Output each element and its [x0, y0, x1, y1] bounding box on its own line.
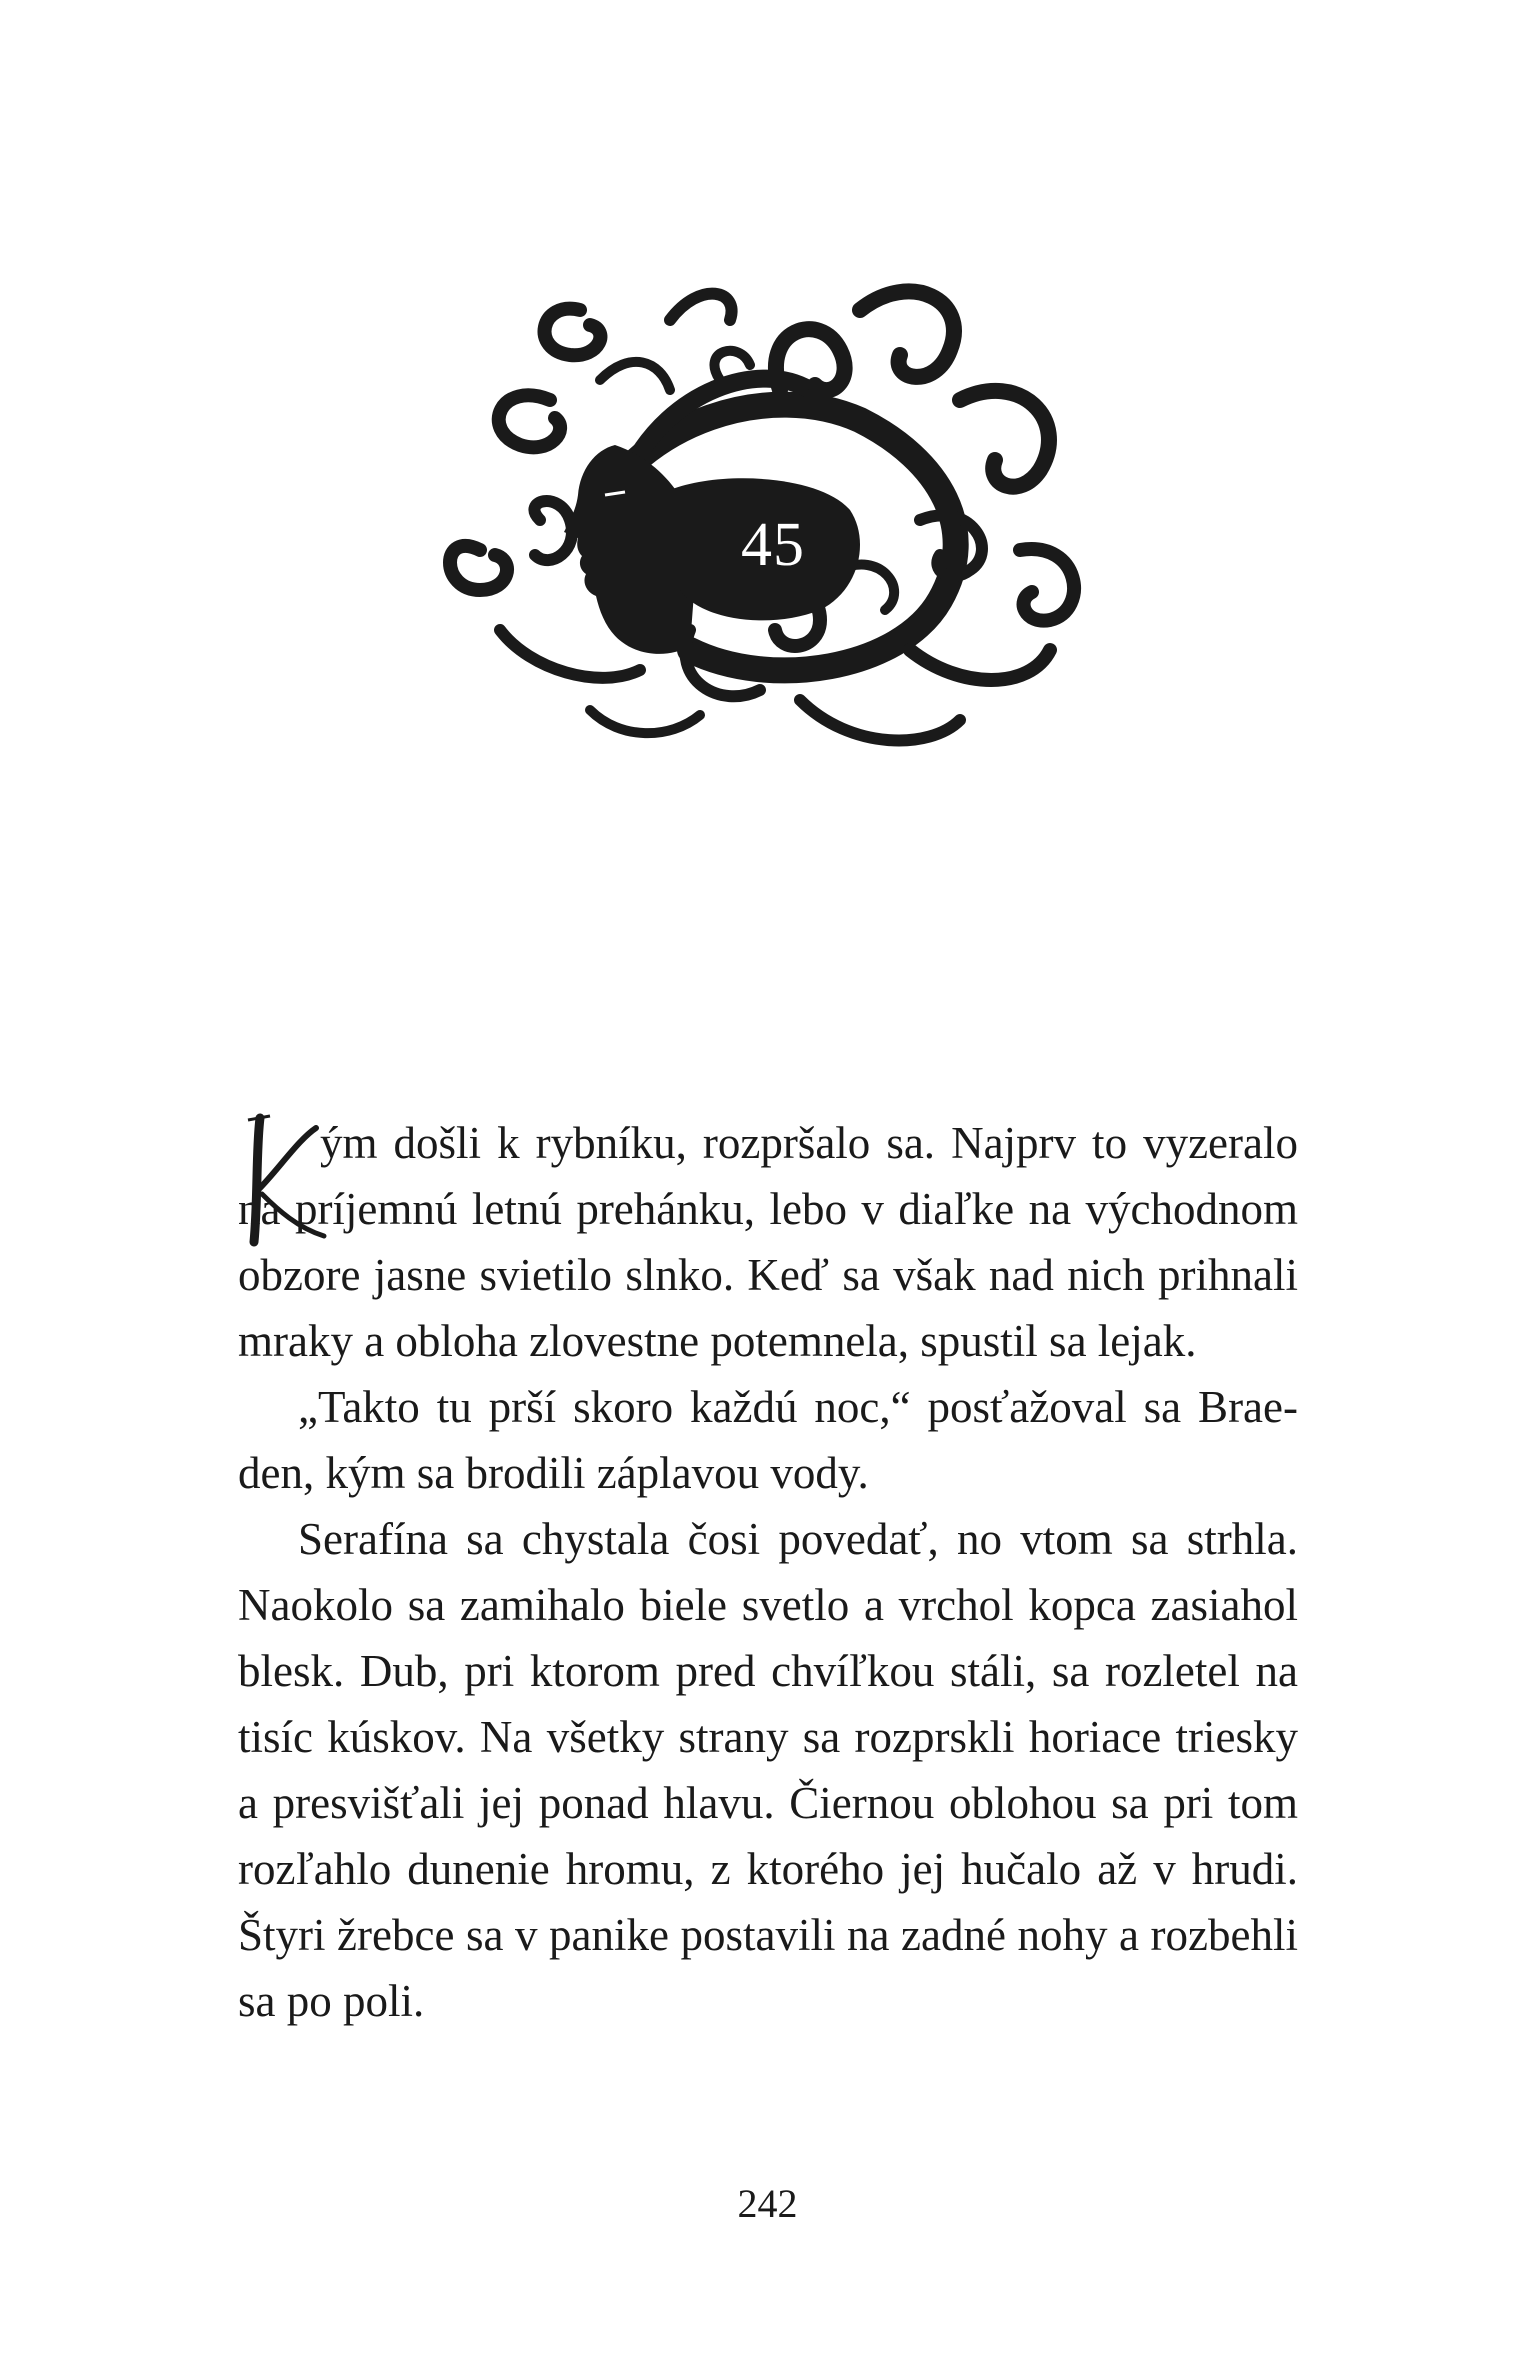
page-number: 242 [737, 2181, 798, 2226]
drop-cap-letter [238, 1110, 239, 1111]
paragraph-3: Serafína sa chystala čosi povedať, no vtom sa strhla. Naokolo sa zamihalo biele svetlo a vrchol kopca zasiahol blesk. Dub, pri ktorom pred chvíľkou stáli, sa rozletel na tisíc kúskov. Na všetky strany sa rozprskli horiace triesky a presvišťali jej ponad hlavu. Čiernou oblohou sa pri tom rozľahlo dunenie hromu, z ktorého jej hučalo až v hrudi. Štyri žrebce sa v panike postavili na zadné nohy a rozbehli sa po poli. [238, 1514, 1298, 2026]
drop-cap-k-icon [238, 1110, 328, 1250]
first-paragraph [238, 1110, 1298, 1374]
chapter-number: 45 [741, 511, 805, 579]
chapter-body [238, 1110, 1298, 2034]
paragraph-2: „Takto tu prší skoro každú noc,“ posťažoval sa Braeden, kým sa brodili záplavou vody. [238, 1382, 1298, 1498]
first-paragraph-text: ým došli k rybníku, rozpršalo sa. Najprv to vyzeralo na príjemnú letnú prehánku, lebo v diaľke na východnom obzore jasne svietilo slnko. Keď sa však nad nich prihnali mraky a obloha zlovestne potemnela, spustil sa lejak. [238, 1118, 1298, 1366]
